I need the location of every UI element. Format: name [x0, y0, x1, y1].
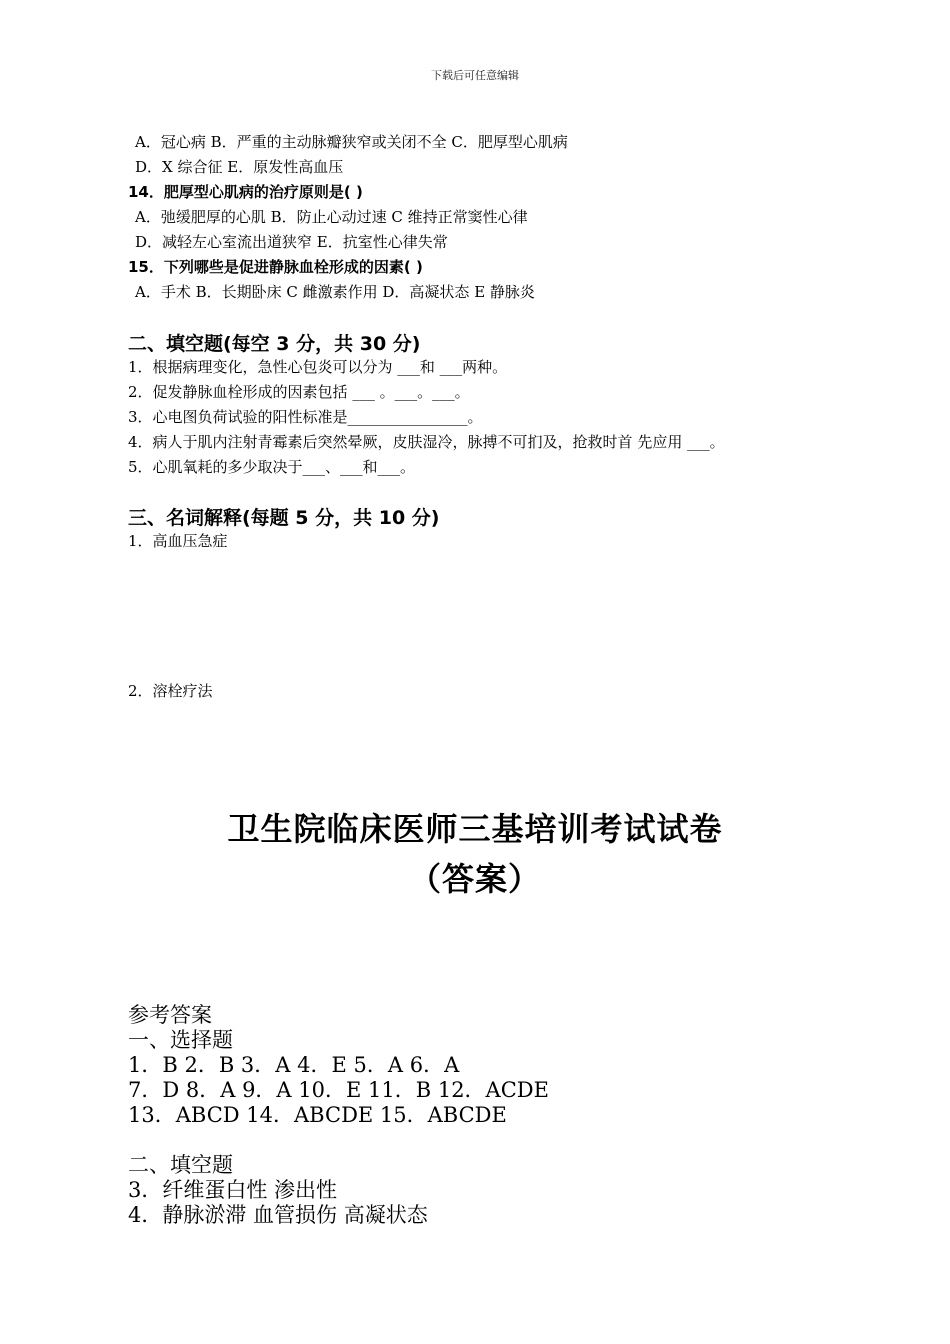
- fill-item-4: 4．病人于肌内注射青霉素后突然晕厥，皮肤湿冷，脉搏不可扪及，抢救时首 先应用 ___。: [128, 433, 725, 451]
- q14-stem: 14．肥厚型心肌病的治疗原则是( ): [128, 183, 363, 201]
- fill-item-2: 2．促发静脉血栓形成的因素包括 ___ 。___。___。: [128, 383, 470, 401]
- section2-heading: 二、填空题(每空 3 分，共 30 分): [128, 333, 421, 355]
- exam-title: 卫生院临床医师三基培训考试试卷: [227, 810, 723, 848]
- answers-part1-line-1: 1．B 2．B 3．A 4．E 5．A 6．A: [128, 1053, 460, 1077]
- q13-option-line-2: D．X 综合征 E．原发性高血压: [135, 158, 344, 176]
- q15-stem: 15．下列哪些是促进静脉血栓形成的因素( ): [128, 258, 423, 276]
- term-item-1: 1．高血压急症: [128, 532, 228, 550]
- exam-subtitle: （答案）: [408, 860, 541, 898]
- answers-part2-line-2: 4．静脉淤滞 血管损伤 高凝状态: [128, 1203, 428, 1227]
- q14-option-line-2: D．减轻左心室流出道狭窄 E．抗室性心律失常: [135, 233, 448, 251]
- answers-part2-heading: 二、填空题: [128, 1153, 233, 1177]
- fill-item-3: 3．心电图负荷试验的阳性标准是________________。: [128, 408, 483, 426]
- q14-option-line-1: A．弛缓肥厚的心肌 B．防止心动过速 C 维持正常窦性心律: [135, 208, 528, 226]
- section3-heading: 三、名词解释(每题 5 分，共 10 分): [128, 507, 440, 529]
- answers-part1-line-3: 13．ABCD 14．ABCDE 15．ABCDE: [128, 1103, 507, 1127]
- term-item-2: 2．溶栓疗法: [128, 682, 213, 700]
- answers-part1-heading: 一、选择题: [128, 1028, 233, 1052]
- fill-item-5: 5．心肌氧耗的多少取决于___、___和___。: [128, 458, 416, 476]
- q15-option-line-1: A．手术 B．长期卧床 C 雌激素作用 D．高凝状态 E 静脉炎: [135, 283, 535, 301]
- answers-part1-line-2: 7．D 8．A 9．A 10．E 11．B 12．ACDE: [128, 1078, 549, 1102]
- fill-item-1: 1．根据病理变化，急性心包炎可以分为 ___和 ___两种。: [128, 358, 508, 376]
- page-header: 下载后可任意编辑: [431, 69, 519, 82]
- q13-option-line-1: A．冠心病 B．严重的主动脉瓣狭窄或关闭不全 C．肥厚型心肌病: [135, 133, 568, 151]
- answers-heading: 参考答案: [128, 1003, 212, 1027]
- answers-part2-line-1: 3．纤维蛋白性 渗出性: [128, 1178, 338, 1202]
